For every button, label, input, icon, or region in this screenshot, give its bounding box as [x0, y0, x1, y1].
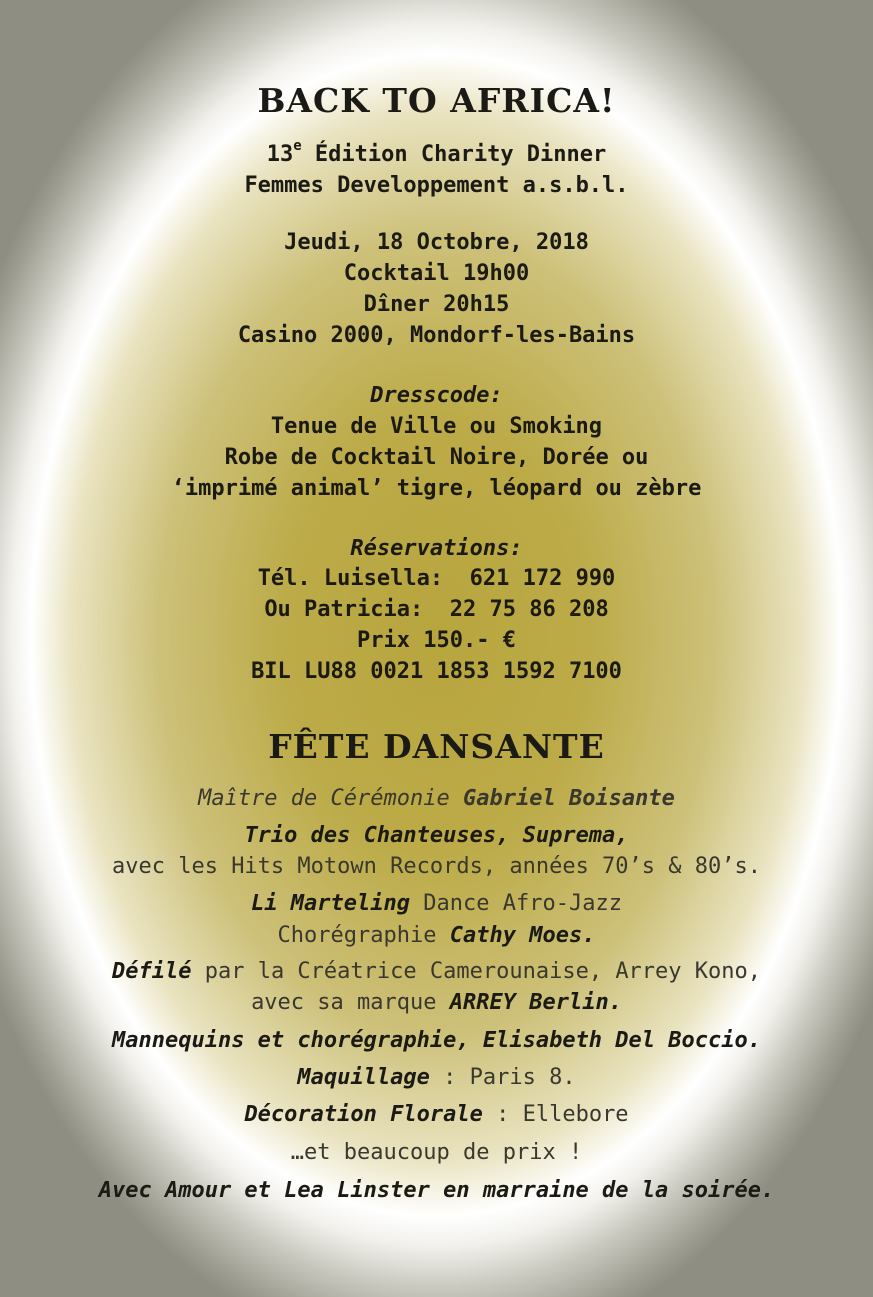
floral-line	[0, 1102, 873, 1128]
edition-number: 13	[266, 142, 294, 167]
choreographer-name: Cathy Moes.	[449, 923, 596, 948]
bank-account: BIL LU88 0021 1853 1592 7100	[251, 659, 622, 684]
party-title: FÊTE DANSANTE	[268, 727, 605, 766]
fashion-show-label: Défilé	[111, 959, 192, 984]
reservation-phone-1: Tél. Luisella: 621 172 990	[257, 566, 616, 591]
floral-label: Décoration Florale	[244, 1102, 483, 1127]
dresscode-label: Dresscode:	[370, 383, 503, 408]
dance-line	[0, 891, 873, 917]
ticket-price: Prix 150.- €	[357, 628, 516, 653]
edition-superscript: e	[293, 137, 302, 154]
trio-line: Trio des Chanteuses, Suprema,	[244, 823, 629, 848]
organization-name: Femmes Developpement a.s.b.l.	[244, 173, 629, 198]
makeup-label: Maquillage	[297, 1065, 430, 1090]
closing-line: Avec Amour et Lea Linster en marraine de la soirée.	[98, 1178, 775, 1203]
models-line: Mannequins et chorégraphie, Elisabeth Del Boccio.	[111, 1028, 761, 1053]
prizes-line: …et beaucoup de prix !	[290, 1140, 583, 1165]
dresscode-line-3: ‘imprimé animal’ tigre, léopard ou zèbre	[171, 476, 702, 501]
dresscode-line-1: Tenue de Ville ou Smoking	[270, 414, 603, 439]
choreography-line	[0, 923, 873, 949]
edition-line	[0, 137, 873, 168]
mc-name: Gabriel Boisante	[462, 786, 675, 811]
floral-provider: : Ellebore	[482, 1102, 629, 1127]
dresscode-line-2: Robe de Cocktail Noire, Dorée ou	[224, 445, 649, 470]
edition-text: Édition Charity Dinner	[301, 142, 607, 167]
reservation-phone-2: Ou Patricia: 22 75 86 208	[264, 597, 609, 622]
event-date: Jeudi, 18 Octobre, 2018	[284, 230, 589, 255]
mc-label: Maître de Cérémonie	[198, 786, 463, 811]
brand-name: ARREY Berlin.	[449, 990, 622, 1015]
makeup-provider: : Paris 8.	[429, 1065, 576, 1090]
brand-label: avec sa marque	[251, 990, 450, 1015]
cocktail-time: Cocktail 19h00	[343, 261, 530, 286]
event-venue: Casino 2000, Mondorf-les-Bains	[237, 323, 636, 348]
mc-line	[0, 786, 873, 812]
dance-group-name: Li Marteling	[251, 891, 411, 916]
fashion-show-line	[0, 959, 873, 985]
fashion-show-designer: par la Créatrice Camerounaise, Arrey Kono,	[191, 959, 762, 984]
reservations-label: Réservations:	[350, 536, 523, 561]
dance-style: Dance Afro-Jazz	[410, 891, 622, 916]
dinner-time: Dîner 20h15	[363, 292, 510, 317]
motown-line: avec les Hits Motown Records, années 70’s & 80’s.	[111, 854, 761, 879]
choreography-label: Chorégraphie	[277, 923, 450, 948]
event-title: BACK TO AFRICA!	[257, 81, 616, 120]
brand-line	[0, 990, 873, 1016]
makeup-line	[0, 1065, 873, 1091]
